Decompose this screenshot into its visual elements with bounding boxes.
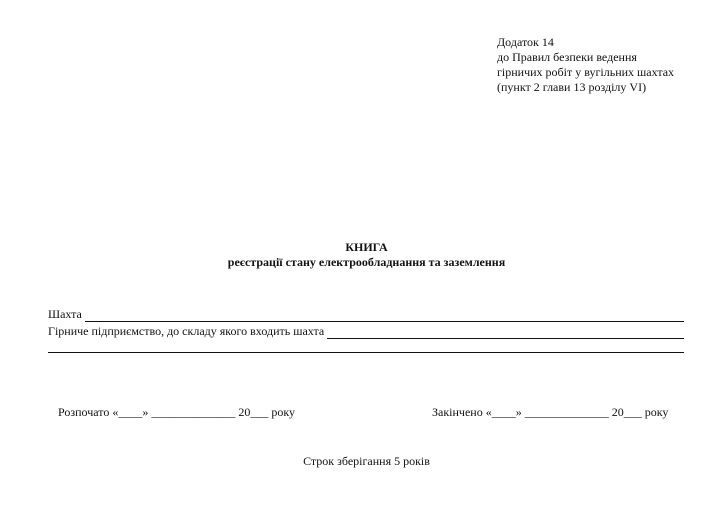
appendix-reference-clause: (пункт 2 глави 13 розділу VI) <box>497 80 647 94</box>
appendix-block <box>497 35 712 95</box>
appendix-reference-line: гірничих робіт у вугільних шахтах <box>497 65 675 79</box>
mine-fill-line[interactable] <box>85 310 684 322</box>
mine-field <box>48 307 684 322</box>
storage-period: Строк зберігання 5 років <box>303 454 430 468</box>
document-title <box>0 240 720 270</box>
enterprise-fill-line[interactable] <box>327 327 684 339</box>
end-date: Закінчено «____» ______________ 20___ року <box>432 405 669 419</box>
start-date: Розпочато «____» ______________ 20___ року <box>58 405 296 419</box>
title-main: КНИГА <box>345 240 388 254</box>
enterprise-label: Гірниче підприємство, до складу якого входить шахта <box>48 324 325 338</box>
enterprise-field <box>48 324 684 339</box>
appendix-reference-line: до Правил безпеки ведення <box>497 50 637 64</box>
appendix-number: Додаток 14 <box>497 35 554 49</box>
title-subtitle: реєстрації стану електрообладнання та заземлення <box>227 255 506 269</box>
enterprise-continuation-line[interactable] <box>48 341 684 353</box>
mine-label: Шахта <box>48 307 82 321</box>
